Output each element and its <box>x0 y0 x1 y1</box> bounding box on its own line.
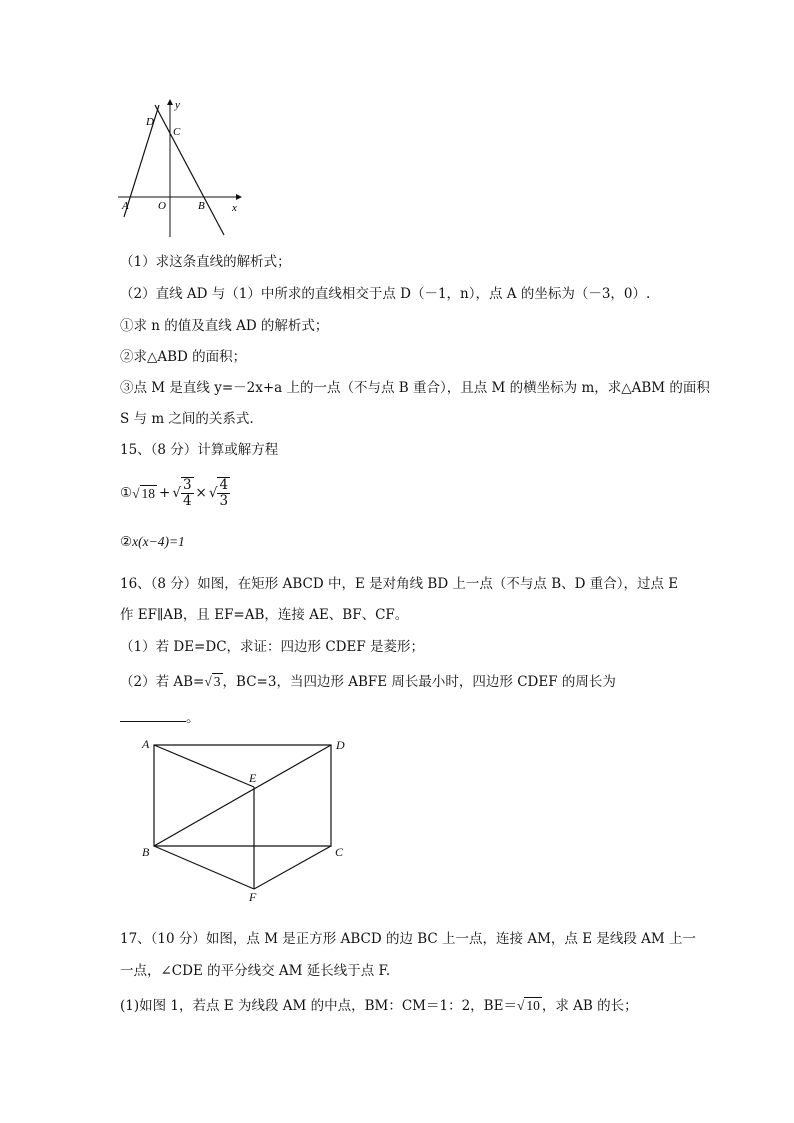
q14-part2: （2）直线 AD 与（1）中所求的直线相交于点 D（－1，n），点 A 的坐标为（－3，0）. <box>120 286 651 302</box>
q16-part2-a: （2）若 AB= <box>120 674 205 690</box>
label-b: B <box>142 845 150 859</box>
segment-cf <box>254 846 331 889</box>
times-sign: × <box>195 485 207 501</box>
q17-part1-b: ，求 AB 的长； <box>541 998 638 1014</box>
q14-part2c-line2: S 与 m 之间的关系式. <box>120 411 254 427</box>
q17-part1-a: (1)如图 1，若点 E 为线段 AM 的中点，BM：CM＝1：2，BE＝ <box>120 998 517 1014</box>
q16-part1: （1）若 DE=DC，求证：四边形 CDEF 是菱形； <box>120 639 424 655</box>
equation: x(x−4)=1 <box>132 534 185 549</box>
label-d: D <box>336 738 345 752</box>
diagonal-bd <box>154 745 331 846</box>
x-axis-arrow <box>236 194 242 200</box>
label-f: F <box>249 890 257 902</box>
q14-part1: （1）求这条直线的解析式； <box>120 254 291 270</box>
q15-2-prefix: ② <box>120 534 133 550</box>
y-axis-arrow <box>167 99 173 105</box>
label-c: C <box>173 126 181 138</box>
q16-part2 <box>120 670 616 690</box>
q16-end-mark: 。 <box>186 710 200 726</box>
q14-part2b: ②求△ABD 的面积； <box>120 349 247 365</box>
q16-line2: 作 EF∥AB，且 EF=AB，连接 AE、BF、CF。 <box>120 607 409 623</box>
q15-1-prefix: ① <box>120 485 133 501</box>
q16-line1: 16、（8 分）如图，在矩形 ABCD 中，E 是对角线 BD 上一点（不与点 B、D 重合），过点 E <box>120 576 679 592</box>
label-e: E <box>249 771 257 785</box>
q17-line1: 17、（10 分）如图，点 M 是正方形 ABCD 的边 BC 上一点，连接 AM，点 E 是线段 AM 上一 <box>120 931 696 947</box>
q14-part2a: ①求 n 的值及直线 AD 的解析式； <box>120 318 329 334</box>
q16-answer-line <box>120 706 200 726</box>
q16-part2-b: ，BC=3，当四边形 ABFE 周长最小时，四边形 CDEF 的周长为 <box>222 674 616 690</box>
q17-part1 <box>120 994 638 1014</box>
label-a: A <box>142 737 150 751</box>
label-c: C <box>335 845 344 859</box>
answer-blank[interactable] <box>120 721 186 722</box>
label-y: y <box>175 99 180 111</box>
sqrt-frac-4-3: √ $\frac{4}{3}$ <box>208 477 229 509</box>
sqrt-3: √ 3 <box>204 674 221 689</box>
label-a: A <box>122 200 129 212</box>
coordinate-graph-figure <box>112 95 247 240</box>
sqrt-10: √ 10 <box>516 998 540 1013</box>
plus-sign: + <box>159 485 171 501</box>
label-d: D <box>146 116 154 128</box>
segment-ae <box>154 745 254 787</box>
q15-title: 15、（8 分）计算或解方程 <box>120 442 279 458</box>
q15-expression-2 <box>120 534 185 550</box>
q15-expression-1 <box>120 470 230 516</box>
label-x: x <box>232 202 237 214</box>
label-o: O <box>158 200 166 212</box>
rectangle-figure <box>138 734 350 902</box>
label-b: B <box>198 200 205 212</box>
q14-part2c-line1: ③点 M 是直线 y=－2x+a 上的一点（不与点 B 重合），且点 M 的横坐标为 m，求△ABM 的面积 <box>120 380 710 396</box>
q17-line2: 一点，∠CDE 的平分线交 AM 延长线于点 F. <box>120 963 391 979</box>
segment-bf <box>154 846 254 889</box>
sqrt-18: √ 18 <box>132 485 156 501</box>
sqrt-frac-3-4: √ $\frac{3}{4}$ <box>172 477 192 509</box>
line-bc <box>155 105 224 235</box>
